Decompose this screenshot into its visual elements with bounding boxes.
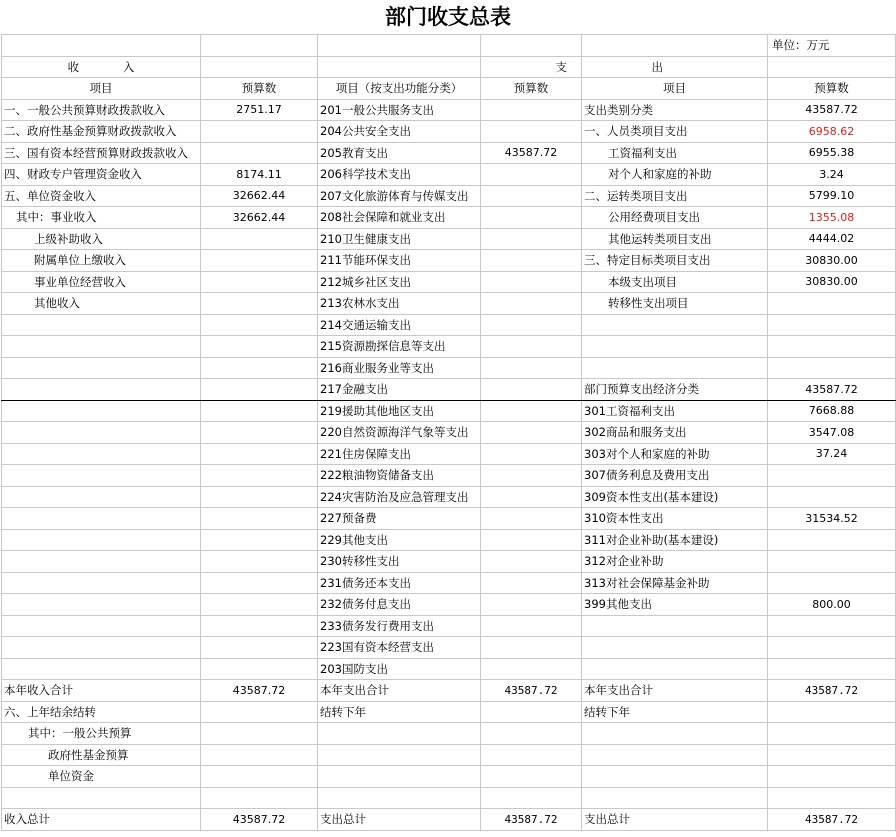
- income-item-cell: [2, 379, 201, 401]
- econ-total-label: 本年支出合计: [582, 680, 768, 702]
- econ-item-cell: 二、运转类项目支出: [582, 185, 768, 207]
- econ-grand-total-label: 支出总计: [582, 809, 768, 831]
- econ-item-cell: [582, 314, 768, 336]
- func-budget-cell: [481, 529, 582, 551]
- func-item-cell: 231债务还本支出: [318, 572, 481, 594]
- func-budget-cell: [481, 594, 582, 616]
- income-budget-cell: [201, 228, 318, 250]
- econ-item-cell: 307债务利息及费用支出: [582, 465, 768, 487]
- header-func-item: 项目（按支出功能分类）: [318, 78, 481, 100]
- econ-item-cell: [582, 357, 768, 379]
- func-budget-cell: [481, 99, 582, 121]
- func-item-cell: 222粮油物资储备支出: [318, 465, 481, 487]
- func-budget-cell: [481, 164, 582, 186]
- func-item-cell: 201一般公共服务支出: [318, 99, 481, 121]
- income-grand-total-label: 收入总计: [2, 809, 201, 831]
- income-budget-cell: [201, 121, 318, 143]
- econ-budget-cell: 6958.62: [768, 121, 896, 143]
- table-row: [2, 465, 896, 487]
- income-budget-cell: [201, 379, 318, 401]
- income-item-cell: [2, 529, 201, 551]
- func-item-cell: 213农林水支出: [318, 293, 481, 315]
- econ-item-cell: 313对社会保障基金补助: [582, 572, 768, 594]
- income-item-cell: [2, 658, 201, 680]
- func-item-cell: 211节能环保支出: [318, 250, 481, 272]
- carry-income-label: 六、上年结余结转: [2, 701, 201, 723]
- carry-func-label: 结转下年: [318, 701, 481, 723]
- income-item-cell: [2, 508, 201, 530]
- econ-item-cell: 310资本性支出: [582, 508, 768, 530]
- func-budget-cell: [481, 228, 582, 250]
- func-budget-cell: [481, 207, 582, 229]
- econ-budget-cell: 37.24: [768, 443, 896, 465]
- econ-budget-cell: 43587.72: [768, 379, 896, 401]
- econ-budget-cell: [768, 529, 896, 551]
- income-item-cell: 四、财政专户管理资金收入: [2, 164, 201, 186]
- func-item-cell: 215资源勘探信息等支出: [318, 336, 481, 358]
- func-budget-cell: [481, 250, 582, 272]
- carry-row: [2, 766, 896, 788]
- income-grand-total-value: 43587.72: [201, 809, 318, 831]
- func-item-cell: 216商业服务业等支出: [318, 357, 481, 379]
- func-budget-cell: [481, 336, 582, 358]
- econ-budget-cell: [768, 486, 896, 508]
- func-budget-cell: 43587.72: [481, 142, 582, 164]
- econ-item-cell: 其他运转类项目支出: [582, 228, 768, 250]
- income-budget-cell: [201, 336, 318, 358]
- carry-row: [2, 744, 896, 766]
- income-budget-cell: [201, 529, 318, 551]
- econ-item-cell: 本级支出项目: [582, 271, 768, 293]
- func-budget-cell: [481, 379, 582, 401]
- econ-item-cell: 转移性支出项目: [582, 293, 768, 315]
- table-row: [2, 271, 896, 293]
- carry-general-budget-label: 其中：一般公共预算: [2, 723, 201, 745]
- func-grand-total-value: 43587.72: [481, 809, 582, 831]
- func-total-label: 本年支出合计: [318, 680, 481, 702]
- func-item-cell: 210卫生健康支出: [318, 228, 481, 250]
- econ-item-cell: 303对个人和家庭的补助: [582, 443, 768, 465]
- func-budget-cell: [481, 314, 582, 336]
- income-budget-cell: [201, 637, 318, 659]
- table-row: [2, 336, 896, 358]
- table-row: [2, 185, 896, 207]
- income-budget-cell: [201, 572, 318, 594]
- econ-budget-cell: 3547.08: [768, 422, 896, 444]
- table-row: [2, 400, 896, 422]
- income-budget-cell: [201, 551, 318, 573]
- func-budget-cell: [481, 121, 582, 143]
- func-item-cell: 214交通运输支出: [318, 314, 481, 336]
- econ-item-cell: 302商品和服务支出: [582, 422, 768, 444]
- econ-budget-cell: [768, 357, 896, 379]
- table-row: [2, 637, 896, 659]
- func-budget-cell: [481, 637, 582, 659]
- income-budget-cell: [201, 314, 318, 336]
- income-budget-cell: [201, 357, 318, 379]
- income-item-cell: 其中：事业收入: [2, 207, 201, 229]
- func-item-cell: 217金融支出: [318, 379, 481, 401]
- func-budget-cell: [481, 271, 582, 293]
- econ-item-cell: 312对企业补助: [582, 551, 768, 573]
- econ-total-value: 43587.72: [768, 680, 896, 702]
- carry-row: [2, 723, 896, 745]
- unit-row: [2, 35, 896, 57]
- func-budget-cell: [481, 486, 582, 508]
- func-item-cell: 220自然资源海洋气象等支出: [318, 422, 481, 444]
- carry-row: [2, 701, 896, 723]
- income-budget-cell: [201, 443, 318, 465]
- table-row: [2, 314, 896, 336]
- econ-item-cell: 一、人员类项目支出: [582, 121, 768, 143]
- income-item-cell: 其他收入: [2, 293, 201, 315]
- func-item-cell: 227预备费: [318, 508, 481, 530]
- econ-budget-cell: [768, 572, 896, 594]
- table-row: [2, 250, 896, 272]
- income-budget-cell: [201, 142, 318, 164]
- income-item-cell: [2, 336, 201, 358]
- table-row: [2, 529, 896, 551]
- econ-grand-total-value: 43587.72: [768, 809, 896, 831]
- func-budget-cell: [481, 357, 582, 379]
- income-budget-cell: [201, 422, 318, 444]
- income-budget-cell: [201, 658, 318, 680]
- income-item-cell: [2, 637, 201, 659]
- func-item-cell: 232债务付息支出: [318, 594, 481, 616]
- func-item-cell: 204公共安全支出: [318, 121, 481, 143]
- econ-budget-cell: 4444.02: [768, 228, 896, 250]
- func-grand-total-label: 支出总计: [318, 809, 481, 831]
- table-row: [2, 357, 896, 379]
- table-row: [2, 142, 896, 164]
- econ-item-cell: 公用经费项目支出: [582, 207, 768, 229]
- income-section-label: 收 入: [2, 56, 201, 78]
- econ-item-cell: [582, 336, 768, 358]
- table-row: [2, 486, 896, 508]
- header-income-budget: 预算数: [201, 78, 318, 100]
- income-budget-cell: 8174.11: [201, 164, 318, 186]
- income-budget-cell: [201, 293, 318, 315]
- income-item-cell: [2, 594, 201, 616]
- income-total-label: 本年收入合计: [2, 680, 201, 702]
- unit-label: 单位：万元: [768, 35, 896, 57]
- income-total-value: 43587.72: [201, 680, 318, 702]
- expense-section-label-right: 出: [582, 56, 768, 78]
- func-item-cell: 219援助其他地区支出: [318, 400, 481, 422]
- func-item-cell: 221住房保障支出: [318, 443, 481, 465]
- income-item-cell: [2, 400, 201, 422]
- econ-budget-cell: [768, 658, 896, 680]
- func-total-value: 43587.72: [481, 680, 582, 702]
- table-row: [2, 572, 896, 594]
- func-budget-cell: [481, 185, 582, 207]
- income-item-cell: [2, 486, 201, 508]
- income-budget-cell: 2751.17: [201, 99, 318, 121]
- func-budget-cell: [481, 615, 582, 637]
- econ-item-cell: 部门预算支出经济分类: [582, 379, 768, 401]
- table-row: [2, 379, 896, 401]
- func-budget-cell: [481, 551, 582, 573]
- budget-summary-table: [1, 34, 896, 831]
- func-budget-cell: [481, 465, 582, 487]
- func-item-cell: 205教育支出: [318, 142, 481, 164]
- column-header-row: [2, 78, 896, 100]
- func-item-cell: 233债务发行费用支出: [318, 615, 481, 637]
- table-row: [2, 443, 896, 465]
- func-item-cell: 230转移性支出: [318, 551, 481, 573]
- income-item-cell: [2, 443, 201, 465]
- econ-item-cell: 399其他支出: [582, 594, 768, 616]
- func-budget-cell: [481, 572, 582, 594]
- income-budget-cell: 32662.44: [201, 207, 318, 229]
- econ-budget-cell: [768, 615, 896, 637]
- section-header-row: [2, 56, 896, 78]
- table-row: [2, 207, 896, 229]
- income-budget-cell: [201, 486, 318, 508]
- table-row: [2, 164, 896, 186]
- page-title: 部门收支总表: [385, 5, 511, 29]
- econ-item-cell: [582, 615, 768, 637]
- econ-item-cell: 工资福利支出: [582, 142, 768, 164]
- func-item-cell: 207文化旅游体育与传媒支出: [318, 185, 481, 207]
- income-item-cell: [2, 572, 201, 594]
- econ-budget-cell: 6955.38: [768, 142, 896, 164]
- income-item-cell: 五、单位资金收入: [2, 185, 201, 207]
- table-row: [2, 121, 896, 143]
- func-budget-cell: [481, 422, 582, 444]
- func-budget-cell: [481, 293, 582, 315]
- func-budget-cell: [481, 400, 582, 422]
- total-row: [2, 680, 896, 702]
- header-income-item: 项目: [2, 78, 201, 100]
- econ-budget-cell: [768, 314, 896, 336]
- expense-section-label-left: 支: [481, 56, 582, 78]
- table-row: [2, 508, 896, 530]
- table-row: [2, 99, 896, 121]
- income-item-cell: 二、政府性基金预算财政拨款收入: [2, 121, 201, 143]
- econ-budget-cell: 3.24: [768, 164, 896, 186]
- econ-budget-cell: [768, 465, 896, 487]
- income-item-cell: [2, 422, 201, 444]
- econ-budget-cell: [768, 293, 896, 315]
- income-item-cell: [2, 465, 201, 487]
- func-item-cell: 223国有资本经营支出: [318, 637, 481, 659]
- func-item-cell: 229其他支出: [318, 529, 481, 551]
- econ-budget-cell: 31534.52: [768, 508, 896, 530]
- income-budget-cell: [201, 400, 318, 422]
- income-item-cell: [2, 314, 201, 336]
- table-row: [2, 658, 896, 680]
- econ-budget-cell: 5799.10: [768, 185, 896, 207]
- grand-total-row: [2, 809, 896, 831]
- income-budget-cell: [201, 594, 318, 616]
- func-item-cell: 206科学技术支出: [318, 164, 481, 186]
- table-row: [2, 228, 896, 250]
- income-budget-cell: [201, 508, 318, 530]
- econ-item-cell: 309资本性支出(基本建设): [582, 486, 768, 508]
- econ-budget-cell: [768, 336, 896, 358]
- blank-row: [2, 787, 896, 809]
- income-budget-cell: [201, 465, 318, 487]
- income-item-cell: 附属单位上缴收入: [2, 250, 201, 272]
- table-row: [2, 293, 896, 315]
- income-budget-cell: [201, 615, 318, 637]
- func-budget-cell: [481, 508, 582, 530]
- econ-item-cell: [582, 658, 768, 680]
- econ-item-cell: 301工资福利支出: [582, 400, 768, 422]
- income-item-cell: [2, 615, 201, 637]
- econ-budget-cell: [768, 637, 896, 659]
- table-row: [2, 422, 896, 444]
- econ-item-cell: 对个人和家庭的补助: [582, 164, 768, 186]
- econ-budget-cell: 1355.08: [768, 207, 896, 229]
- econ-budget-cell: 30830.00: [768, 250, 896, 272]
- income-item-cell: 事业单位经营收入: [2, 271, 201, 293]
- econ-item-cell: 支出类别分类: [582, 99, 768, 121]
- econ-budget-cell: 30830.00: [768, 271, 896, 293]
- econ-item-cell: 311对企业补助(基本建设): [582, 529, 768, 551]
- func-item-cell: 203国防支出: [318, 658, 481, 680]
- header-econ-budget: 预算数: [768, 78, 896, 100]
- header-func-budget: 预算数: [481, 78, 582, 100]
- econ-budget-cell: 7668.88: [768, 400, 896, 422]
- table-row: [2, 551, 896, 573]
- func-budget-cell: [481, 658, 582, 680]
- income-item-cell: [2, 551, 201, 573]
- econ-budget-cell: 43587.72: [768, 99, 896, 121]
- income-item-cell: 三、国有资本经营预算财政拨款收入: [2, 142, 201, 164]
- func-item-cell: 208社会保障和就业支出: [318, 207, 481, 229]
- income-item-cell: 上级补助收入: [2, 228, 201, 250]
- table-row: [2, 615, 896, 637]
- func-budget-cell: [481, 443, 582, 465]
- econ-budget-cell: [768, 551, 896, 573]
- income-budget-cell: [201, 250, 318, 272]
- func-item-cell: 224灾害防治及应急管理支出: [318, 486, 481, 508]
- econ-item-cell: 三、特定目标类项目支出: [582, 250, 768, 272]
- func-item-cell: 212城乡社区支出: [318, 271, 481, 293]
- header-econ-item: 项目: [582, 78, 768, 100]
- econ-budget-cell: 800.00: [768, 594, 896, 616]
- income-item-cell: 一、一般公共预算财政拨款收入: [2, 99, 201, 121]
- carry-fund-budget-label: 政府性基金预算: [2, 744, 201, 766]
- econ-item-cell: [582, 637, 768, 659]
- income-budget-cell: 32662.44: [201, 185, 318, 207]
- income-budget-cell: [201, 271, 318, 293]
- carry-unit-funds-label: 单位资金: [2, 766, 201, 788]
- table-row: [2, 594, 896, 616]
- carry-econ-label: 结转下年: [582, 701, 768, 723]
- income-item-cell: [2, 357, 201, 379]
